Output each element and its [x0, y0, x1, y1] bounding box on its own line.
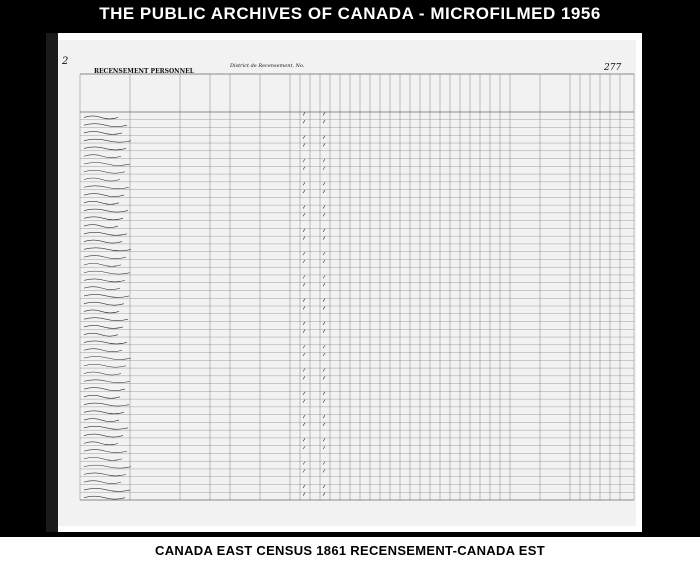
tally-mark: [303, 283, 325, 286]
tally-mark: [303, 206, 325, 209]
handwritten-entry: [84, 341, 127, 344]
handwritten-entry: [84, 325, 123, 328]
handwritten-entry: [84, 155, 121, 158]
handwritten-entry: [84, 356, 131, 359]
tally-mark: [303, 415, 325, 418]
tally-mark: [303, 376, 325, 379]
tally-mark: [303, 275, 325, 278]
handwritten-entry: [84, 302, 124, 305]
handwritten-entry: [84, 248, 131, 251]
tally-mark: [303, 120, 325, 123]
handwritten-entry: [84, 388, 125, 391]
handwritten-entry: [84, 403, 129, 406]
handwritten-entry: [84, 310, 119, 313]
handwritten-entry: [84, 232, 127, 235]
tally-mark: [303, 237, 325, 240]
handwritten-entry: [84, 496, 125, 499]
tally-mark: [303, 400, 325, 403]
tally-mark: [303, 462, 325, 465]
handwritten-entry: [84, 170, 125, 173]
tally-mark: [303, 213, 325, 216]
handwritten-entry: [84, 434, 123, 437]
handwritten-entry: [84, 442, 118, 445]
handwritten-entry: [84, 372, 121, 375]
sheet-number: 277: [604, 63, 622, 73]
handwritten-entry: [84, 481, 121, 484]
tally-mark: [303, 369, 325, 372]
handwritten-entry: [84, 450, 127, 453]
handwritten-entry: [84, 411, 124, 414]
tally-mark: [303, 493, 325, 496]
handwritten-entry: [84, 426, 128, 429]
handwritten-entry: [84, 162, 130, 165]
tally-mark: [303, 392, 325, 395]
tally-mark: [303, 260, 325, 263]
handwritten-entry: [84, 131, 122, 134]
tally-mark: [303, 136, 325, 139]
handwritten-entry: [84, 318, 128, 321]
tally-mark: [303, 322, 325, 325]
handwritten-entry: [84, 457, 122, 460]
handwritten-entry: [84, 287, 120, 290]
tally-mark: [303, 353, 325, 356]
handwritten-entry: [84, 364, 126, 367]
handwritten-entry: [84, 186, 129, 189]
tally-mark: [303, 485, 325, 488]
handwritten-entry: [84, 271, 130, 274]
handwritten-entry: [84, 333, 118, 336]
handwritten-entry: [84, 124, 127, 127]
tally-mark: [303, 423, 325, 426]
banner-title: THE PUBLIC ARCHIVES OF CANADA - MICROFILMED 1956: [99, 4, 601, 23]
handwritten-entry: [84, 465, 131, 468]
tally-mark: [303, 446, 325, 449]
tally-mark: [303, 469, 325, 472]
section-title: RECENSEMENT PERSONNEL: [94, 68, 194, 75]
handwritten-entry: [84, 225, 118, 228]
tally-mark: [303, 167, 325, 170]
handwritten-entry: [84, 147, 126, 150]
tally-mark: [303, 438, 325, 441]
handwritten-entry: [84, 194, 124, 197]
handwritten-entry: [84, 294, 129, 297]
handwritten-entry: [84, 263, 121, 266]
handwritten-entry: [84, 217, 123, 220]
footer-title: CANADA EAST CENSUS 1861 RECENSEMENT-CANADA EST: [155, 543, 545, 558]
handwritten-entry: [84, 116, 118, 119]
tally-mark: [303, 252, 325, 255]
handwritten-entry: [84, 256, 126, 259]
tally-mark: [303, 345, 325, 348]
handwritten-entry: [84, 240, 122, 243]
handwritten-entry: [84, 349, 122, 352]
tally-mark: [303, 330, 325, 333]
handwritten-entry: [84, 279, 125, 282]
handwritten-entry: [84, 139, 131, 142]
tally-mark: [303, 306, 325, 309]
tally-mark: [303, 182, 325, 185]
tally-mark: [303, 143, 325, 146]
handwritten-entry: [84, 488, 130, 491]
handwritten-entry: [84, 201, 119, 204]
handwritten-entry: [84, 380, 130, 383]
tally-mark: [303, 159, 325, 162]
handwritten-entry: [84, 419, 119, 422]
handwritten-entry: [84, 395, 120, 398]
handwritten-entry: [84, 473, 126, 476]
page-number: 2: [62, 56, 69, 67]
tally-mark: [303, 112, 325, 115]
district-label: District de Recensement, No.: [230, 63, 305, 69]
handwritten-entry: [84, 178, 120, 181]
tally-mark: [303, 190, 325, 193]
tally-mark: [303, 229, 325, 232]
tally-mark: [303, 299, 325, 302]
handwritten-entry: [84, 209, 128, 212]
